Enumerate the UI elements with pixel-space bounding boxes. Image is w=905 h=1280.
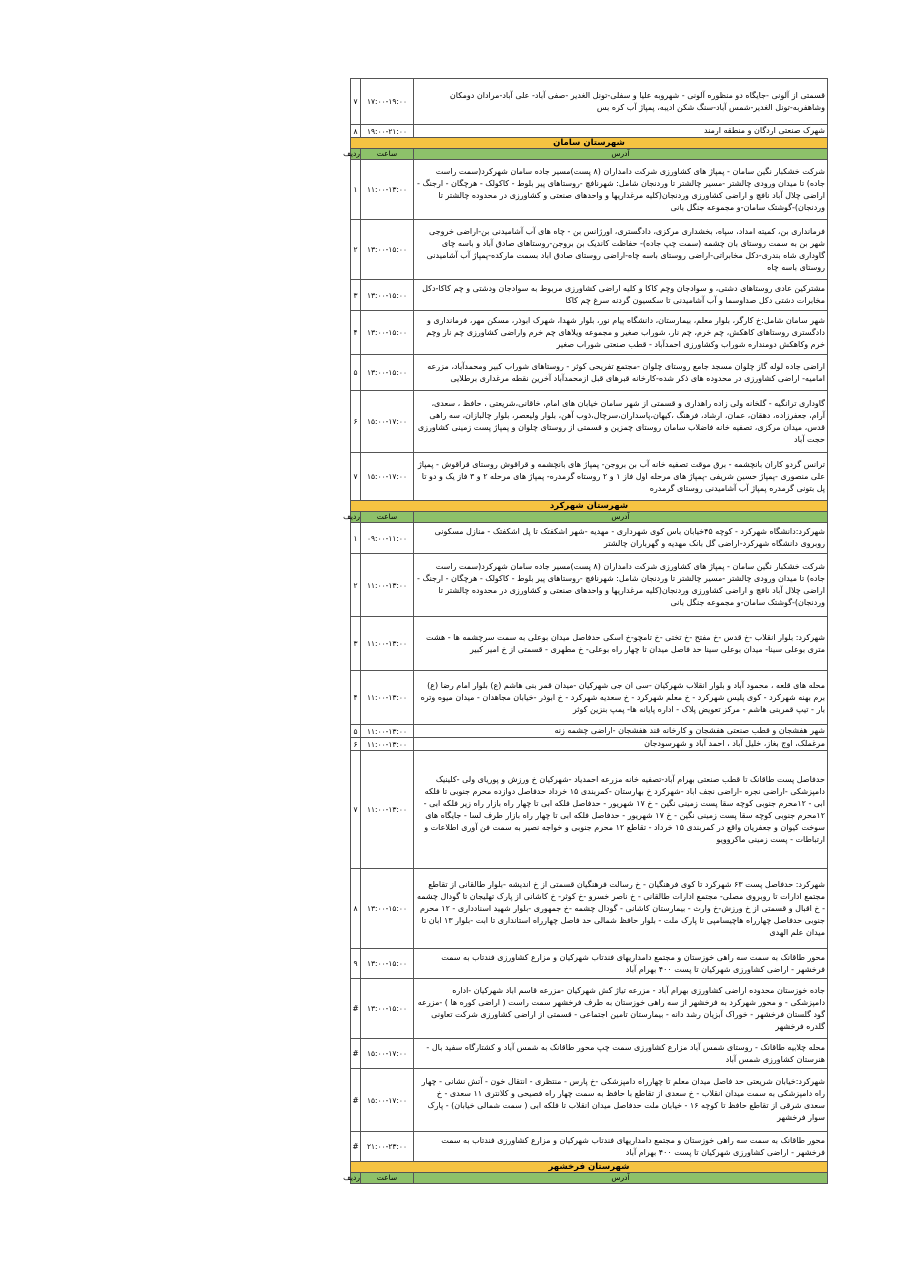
row-number: ۸	[351, 125, 361, 138]
outage-address: ترانس گردو کاران بانچشمه - برق موقت تصفیه خانه آب بن بروجن- پمپاژ های بانچشمه و قراقوش روستای قراقوش - پمپاژ علی منصوری -پمپاژ حسین شریفی -پمپاژ های مرحله اول فاز ۱ و ۲ روستاه گرمدره- پمپاژ های مرحله ۲ و ۳ فاز یک و دو تا پل بتونی گرمدره پمپاژ آب آشامیدنی روستای گرمدره	[414, 453, 828, 501]
outage-time: ۱۱:۰۰-۱۳:۰۰	[361, 554, 414, 617]
outage-time: ۱۳:۰۰-۱۵:۰۰	[361, 949, 414, 979]
outage-time: ۱۱:۰۰-۱۳:۰۰	[361, 671, 414, 725]
outage-time: ۱۹:۰۰-۲۱:۰۰	[361, 125, 414, 138]
outage-address: شهرکرد: حدفاصل پست ۶۳ شهرکرد تا کوی فرهنگیان - خ رسالت فرهنگیان قسمتی از خ اندیشه -بلوار طالقانی از تقاطع مجتمع ادارات تا روبروی مصلی- مجتمع ادارات طالقانی - خ ناصر خسرو -خ کوثر- خ کاشانی از پارک تهلیجان تا گودال چشمه - خ اقبال و قسمتی از خ ورزش-خ وارث - بیمارستان کاشانی - گودال چشمه -خ جمهوری -بلوار شهید اسنادداری - ۱۲ محرم جنوبی حدفاصل چهارراه هاچیسامپی تا پارک ملت - بلوار حافظ شمالی حد فاصل چهارراه استانداری تا ابت -بلوار ۱۳ ابان تا میدان علم الهدی	[414, 869, 828, 949]
outage-address: قسمتی از آلونی -جایگاه دو منظوره آلونی - شهروبه علیا و سفلی-تونل الغدیر -صفی آباد- علی آباد-مرادان دومکان وشاهفربه-تونل الغدیر-شمس آباد-سنگ شکن ادیبه، پمپاژ آب کره بس	[414, 79, 828, 125]
outage-address: شرکت خشکبار نگین سامان - پمپاژ های کشاورزی شرکت دامداران (۸ پست)مسیر جاده سامان شهرکرد(سمت راست جاده) تا میدان ورودی چالشتر -مسیر چالشتر تا وردنجان شامل: شهرنافچ -روستاهای پیر بلوط - کاکولک - هرچگان - ارجنگ - اراضی چلال آباد نافچ و اراضی کشاورزی وردنجان(کلیه مرغداریها و واحدهای صنعتی و کشاورزی در محدوده چالشتر تا وردنجان)-گوشتک سامان-و مجموعه جنگل بانی	[414, 160, 828, 220]
outage-address: شهرک صنعتی اردگان و منطقه ارمند	[414, 125, 828, 138]
column-header-row	[351, 512, 828, 523]
row-number: #	[351, 1039, 361, 1069]
outage-time: ۰۹:۰۰-۱۱:۰۰	[361, 523, 414, 554]
outage-address: محور طاقانک به سمت سه راهی خوزستان و مجتمع دامداریهای فندتاب شهرکیان و مزارع کشاورزی فندتاب به سمت فرخشهر - اراضی کشاورزی شهرکیان تا پست ۴۰۰ بهرام آباد	[414, 949, 828, 979]
outage-time: ۱۵:۰۰-۱۷:۰۰	[361, 453, 414, 501]
table-row	[351, 725, 828, 738]
row-number: ۶	[351, 391, 361, 453]
outage-time: ۱۵:۰۰-۱۷:۰۰	[361, 1039, 414, 1069]
outage-address: گاوداری ترانگیه - گلخانه ولی زاده راهداری و قسمتی از شهر سامان خیابان های امام، خاقانی،شریعتی ، حافظ ، سعدی، آرام، جعفرزاده، دهقان، عمان، ارشاد، فرهنگ ،کیهان،پاسداران،سرچال،ذوب آهن، بلوار ولیعصر، بلوار چالبازان، سه راهی قدس، میدان مرکزی، تصفیه خانه فاضلاب سامان روستای چمزین و قسمتی از روستای چلوان و پمپاژ پست زمینی کشاورزی حجت آباد	[414, 391, 828, 453]
outage-time: ۱۳:۰۰-۱۵:۰۰	[361, 355, 414, 391]
outage-time: ۱۵:۰۰-۱۷:۰۰	[361, 391, 414, 453]
row-number: #	[351, 979, 361, 1039]
outage-address: محله چلابیه طاقانک - روستای شمس آباد مزارع کشاورزی سمت چپ محور طاقانک به شمس آباد و کشتارگاه سفید بال - هنرستان کشاورزی شمس آباد	[414, 1039, 828, 1069]
column-header-address: آدرس	[414, 1173, 828, 1184]
outage-address: شهرکرد: بلوار انقلاب -خ قدس -خ مفتح -خ تختی -خ تامچو-خ اسکی حدفاصل میدان بوعلی به سمت سرچشمه ها - هشت متری بوعلی سینا- میدان بوعلی سینا حد فاصل میدان تا چهار راه بوعلی- خ مطهری - قسمتی از خ امیر کبیر	[414, 617, 828, 671]
table-row	[351, 160, 828, 220]
row-number: ۹	[351, 949, 361, 979]
outage-time: ۱۱:۰۰-۱۳:۰۰	[361, 617, 414, 671]
table-row	[351, 979, 828, 1039]
table-row	[351, 1132, 828, 1162]
row-number: ۵	[351, 355, 361, 391]
row-number: ۷	[351, 79, 361, 125]
row-number: ۱	[351, 160, 361, 220]
outage-address: مشترکین عادی روستاهای دشتی، و سوادجان وچم کاکا و کلیه اراضی کشاورزی مربوط به سوادجان ودشتی و چم کاکا-دکل مخابرات دشتی دکل صداوسما و آب آشامیدنی تا سکسیون گردنه سرغ چم کاکا	[414, 280, 828, 311]
row-number: ۴	[351, 311, 361, 355]
table-row	[351, 671, 828, 725]
table-row	[351, 79, 828, 125]
column-header-time: ساعت	[361, 149, 414, 160]
table-row	[351, 1039, 828, 1069]
row-number: ۳	[351, 617, 361, 671]
outage-address: جاده خوزستان محدوده اراضی کشاورزی بهرام آباد - مزرعه تیاژ کش شهرکیان -مزرعه قاسم اباد شهرکیان -اداره دامپزشکی - و محور شهرکرد به فرخشهر از سه راهی خوزستان به طرف فرخشهر سمت راست ( اراضی کوره ها ) -مزرعه گود گلستان فرخشهر - خوراک آبزیان رشد دانه - بیمارستان تامین اجتماعی - قسمتی از اراضی کشاورزی شرکت تعاونی گلدره فرخشهر	[414, 979, 828, 1039]
row-number: ۳	[351, 280, 361, 311]
outage-time: ۱۳:۰۰-۱۵:۰۰	[361, 280, 414, 311]
column-header-address: آدرس	[414, 149, 828, 160]
outage-address: شهرکرد:خیابان شریعتی حد فاصل میدان معلم تا چهارراه دامپزشکی -خ پارس - منتظری - انتقال خون - آتش نشانی - چهار راه دامپزشکی به سمت میدان انقلاب - خ سعدی از تقاطع با حافظ به سمت چهار راه فصیحی و کلانتری ۱۱ سعدی - خ سعدی شرقی از تقاطع حافظ تا کوچه ۱۶ - خیابان ملت حدفاصل میدان انقلاب تا فلکه ابی ( سمت شمالی خیابان) - پارک سوار فرخشهر	[414, 1069, 828, 1132]
outage-schedule-table	[343, 78, 828, 1184]
row-number: #	[351, 1132, 361, 1162]
table-row	[351, 311, 828, 355]
city-name: شهرستان شهرکرد	[351, 501, 828, 512]
outage-address: محله های قلعه ، محمود آباد و بلوار انقلاب شهرکیان -سی ان جی شهرکیان -میدان قمر بنی هاشم (ع) بلوار امام رضا (ع) برم بهنه شهرکرد - کوی پلیس شهرکرد - خ معلم شهرکرد - خ سعدیه شهرکرد - خ ابوذر -خیابان مجاهدان - میدان میوه وتره بار - تیپ قمربنی هاشم - مرکز تعویض پلاک - اداره پایانه ها- پمپ بنزین کوثر	[414, 671, 828, 725]
outage-time: ۱۳:۰۰-۱۵:۰۰	[361, 311, 414, 355]
table-row	[351, 869, 828, 949]
table-row	[351, 554, 828, 617]
outage-time: ۱۱:۰۰-۱۳:۰۰	[361, 160, 414, 220]
column-header-time: ساعت	[361, 1173, 414, 1184]
table-row	[351, 523, 828, 554]
outage-time: ۲۱:۰۰-۲۳:۰۰	[361, 1132, 414, 1162]
outage-time: ۱۳:۰۰-۱۵:۰۰	[361, 869, 414, 949]
outage-time: ۱۱:۰۰-۱۳:۰۰	[361, 751, 414, 869]
table-row	[351, 1069, 828, 1132]
outage-address: مرغملک، اوج بغاز، خلیل آباد ، احمد آباد و شهرسودجان	[414, 738, 828, 751]
column-header-address: آدرس	[414, 512, 828, 523]
row-number: ۲	[351, 554, 361, 617]
outage-time: ۱۵:۰۰-۱۷:۰۰	[361, 1069, 414, 1132]
outage-schedule-sheet	[343, 78, 827, 1184]
outage-time: ۱۳:۰۰-۱۵:۰۰	[361, 979, 414, 1039]
outage-address: فرمانداری بن، کمیته امداد، سپاه، بخشداری مرکزی، دادگستری، اورژانس بن - چاه های آب آشامیدنی بن-اراضی خروجی شهر بن به سمت روستای بان چشمه (سمت چپ جاده)- حفاظت کاندیک بن بروجن-روستاهای صادق آباد و باسه چای گاوداری شاه بندری-دکل مخابراتی-اراضی روستای باسه چاه-اراضی روستای صادق اباد بسمت مارکده-پمپاژ آب آشامیدنی روستای باسه چاه	[414, 220, 828, 280]
row-number: ۱	[351, 523, 361, 554]
outage-time: ۱۱:۰۰-۱۳:۰۰	[361, 738, 414, 751]
column-header-row	[351, 149, 828, 160]
outage-address: شهر هفشجان و قطب صنعتی هفشجان و کارخانه قند هفشجان -اراضی چشمه زنه	[414, 725, 828, 738]
row-number: ۵	[351, 725, 361, 738]
table-row	[351, 751, 828, 869]
column-header-time: ساعت	[361, 512, 414, 523]
outage-time: ۱۳:۰۰-۱۵:۰۰	[361, 220, 414, 280]
row-number: ۷	[351, 453, 361, 501]
outage-time: ۱۱:۰۰-۱۳:۰۰	[361, 725, 414, 738]
city-section-header	[351, 1162, 828, 1173]
row-number: ۶	[351, 738, 361, 751]
column-header-row-number: ردیف	[343, 149, 360, 158]
table-row	[351, 738, 828, 751]
row-number: ۷	[351, 751, 361, 869]
table-row	[351, 949, 828, 979]
outage-address: شهر سامان شامل:خ کارگر، بلوار معلم، بیمارستان، دانشگاه پیام نور، بلوار شهدا، شهرک ابوذر، مسکن مهر، فرمانداری و دادگستری روستاهای کاهکش، چم خرم، چم نار، شوراب صغیر و مجموعه ویلاهای چم خرم واراضی کشاورزی چم نار وچم خرم وکاهکش دومنداره شوراب وکشاورزی احمدآباد - قطب صنعتی شوراب صغیر	[414, 311, 828, 355]
schedule-body	[343, 79, 828, 1184]
city-section-header	[351, 501, 828, 512]
table-row	[351, 355, 828, 391]
table-row	[351, 391, 828, 453]
table-row	[351, 125, 828, 138]
table-row	[351, 453, 828, 501]
outage-address: محور طاقانک به سمت سه راهی خوزستان و مجتمع دامداریهای فندتاب شهرکیان و مزارع کشاورزی فندتاب به سمت فرخشهر - اراضی کشاورزی شهرکیان تا پست ۴۰۰ بهرام آباد	[414, 1132, 828, 1162]
outage-address: شرکت خشکبار نگین سامان - پمپاژ های کشاورزی شرکت دامداران (۸ پست)مسیر جاده سامان شهرکرد(سمت راست جاده) تا میدان ورودی چالشتر -مسیر چالشتر تا وردنجان شامل: شهرنافچ -روستاهای پیر بلوط - کاکولک - هرچگان - ارجنگ - اراضی چلال آباد نافچ و اراضی کشاورزی وردنجان(کلیه مرغداریها و واحدهای صنعتی و کشاورزی در محدوده چالشتر تا وردنجان)-گوشتک سامان-و مجموعه جنگل بانی	[414, 554, 828, 617]
outage-address: اراضی جاده لوله گاز چلوان مسجد جامع روستای چلوان -مجتمع تفریحی کوثر - روستاهای شوراب کبیر ومحمدآباد، مزرعه امامیه- اراضی کشاورزی در محدوده های ذکر شده-کارخانه قبرهای قبل ازمحمدآباد آخرین نقطه مرغداری برطلایی	[414, 355, 828, 391]
outage-address: شهرکرد:دانشگاه شهرکرد - کوچه ۴۵خیابان باس کوی شهرداری - مهدیه -شهر اشکفتک تا پل اشکفتک - منازل مسکونی روبروی دانشگاه شهرکرد-اراضی گل بانک مهدیه و گهرباران چالشتر	[414, 523, 828, 554]
table-row	[351, 280, 828, 311]
outage-address: حدفاصل پست طاقانک تا قطب صنعتی بهرام آباد-تصفیه خانه مزرعه احمدیاد -شهرکیان خ ورزش و پوریای ولی -کلینیک دامپزشکی -اراضی نجره -اراضی نجف اباد -شهرکرد خ بهارستان -کمربندی ۱۵ خرداد حدفاصل دوازده محرم جنوبی تا فلکه ابی - ۱۲محرم جنوبی کوچه سقا پست زمینی نگین - خ ۱۷ شهریور - حدفاصل فلکه ابی تا چهار راه بازار راه زیر فلکه ابی - ۱۲محرم جنوبی کوچه سقا پست زمینی نگین - خ ۱۷ شهریور - حدفاصل فلکه ابی تا چهار راه بازار طرف لسا - جایگاه های سوخت کیوان و جعفریان واقع در کمربندی ۱۵ خرداد - تقاطع ۱۲ محرم جنوبی و خواجه نصیر به سمت فن آوری اطلاعات و ارتباطات - پست زمینی ماکروویو	[414, 751, 828, 869]
column-header-row-number: ردیف	[343, 512, 360, 521]
row-number: ۴	[351, 671, 361, 725]
column-header-row-number: ردیف	[343, 1173, 360, 1182]
table-row	[351, 220, 828, 280]
city-name: شهرستان فرخشهر	[351, 1162, 828, 1173]
table-row	[351, 617, 828, 671]
outage-time: ۱۷:۰۰-۱۹:۰۰	[361, 79, 414, 125]
row-number: ۲	[351, 220, 361, 280]
city-name: شهرستان سامان	[351, 138, 828, 149]
row-number: ۸	[351, 869, 361, 949]
column-header-row	[351, 1173, 828, 1184]
row-number: #	[351, 1069, 361, 1132]
city-section-header	[351, 138, 828, 149]
